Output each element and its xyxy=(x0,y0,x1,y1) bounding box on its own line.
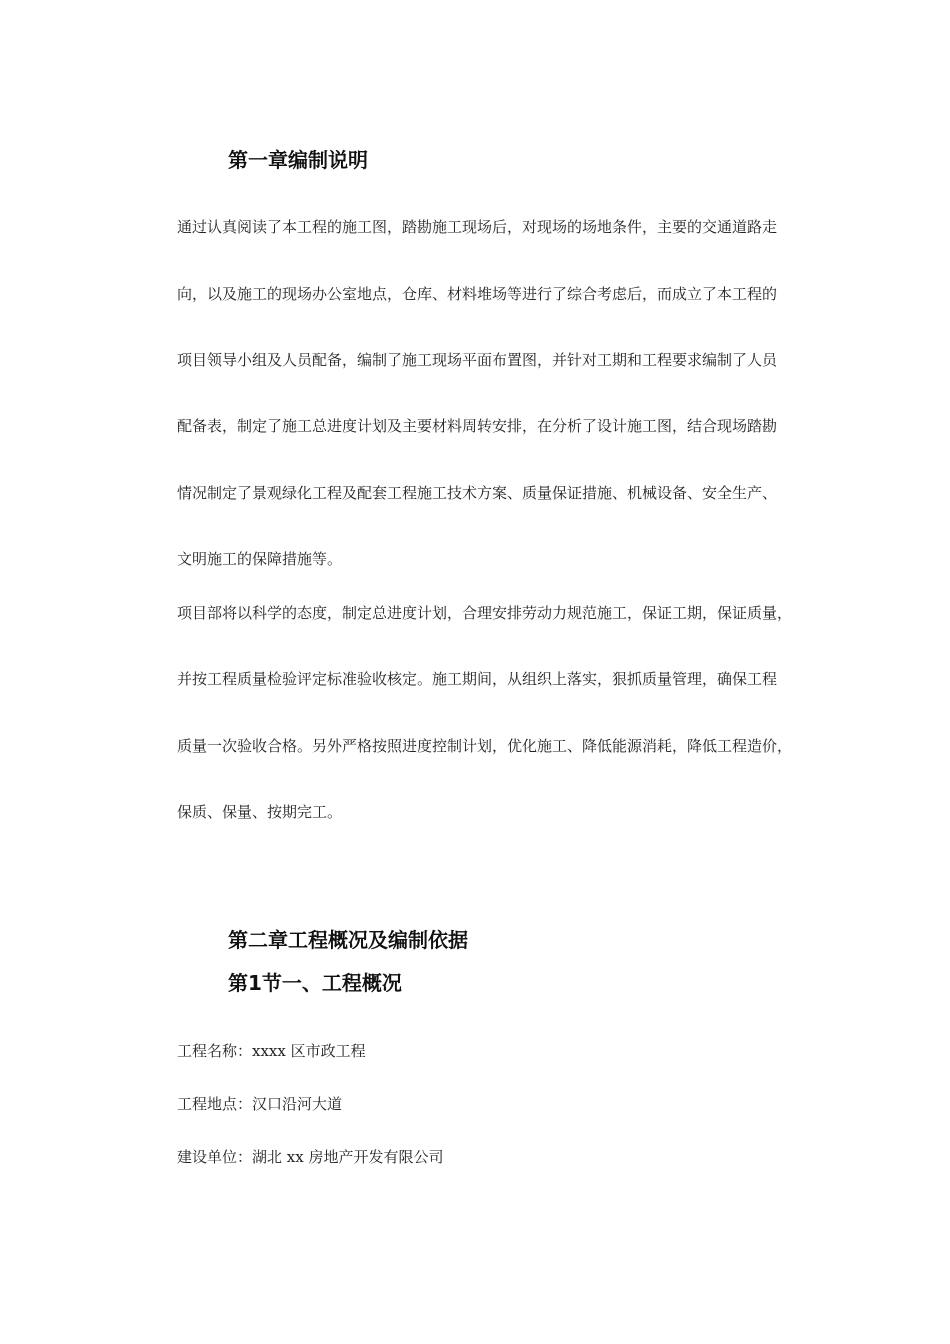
chapter-1-paragraph-1-line-6: 文明施工的保障措施等。 xyxy=(177,550,343,568)
chapter-1-paragraph-2-line-2: 并按工程质量检验评定标准验收核定。施工期间，从组织上落实，狠抓质量管理，确保工程 xyxy=(177,670,778,688)
chapter-2-title: 第二章工程概况及编制依据 xyxy=(228,928,468,952)
project-name-line: 工程名称：xxxx 区市政工程 xyxy=(177,1042,366,1060)
chapter-1-paragraph-1-line-4: 配备表，制定了施工总进度计划及主要材料周转安排，在分析了设计施工图，结合现场踏勘 xyxy=(177,417,778,435)
chapter-1-paragraph-2-line-4: 保质、保量、按期完工。 xyxy=(177,803,343,821)
chapter-2-section-1-title: 第1节一、工程概况 xyxy=(228,971,402,995)
chapter-1-paragraph-1-line-3: 项目领导小组及人员配备，编制了施工现场平面布置图，并针对工期和工程要求编制了人员 xyxy=(177,351,778,369)
chapter-1-paragraph-1-line-1: 通过认真阅读了本工程的施工图，踏勘施工现场后，对现场的场地条件，主要的交通道路走 xyxy=(177,218,778,236)
chapter-1-title: 第一章编制说明 xyxy=(228,148,368,172)
chapter-1-paragraph-1-line-2: 向，以及施工的现场办公室地点，仓库、材料堆场等进行了综合考虑后，而成立了本工程的 xyxy=(177,285,778,303)
construction-unit-line: 建设单位：湖北 xx 房地产开发有限公司 xyxy=(177,1148,444,1166)
project-location-line: 工程地点：汉口沿河大道 xyxy=(177,1095,343,1113)
chapter-1-paragraph-2-line-1: 项目部将以科学的态度，制定总进度计划，合理安排劳动力规范施工，保证工期，保证质量， xyxy=(177,604,793,622)
chapter-1-paragraph-2-line-3: 质量一次验收合格。另外严格按照进度控制计划，优化施工、降低能源消耗，降低工程造价， xyxy=(177,737,793,755)
chapter-1-paragraph-1-line-5: 情况制定了景观绿化工程及配套工程施工技术方案、质量保证措施、机械设备、安全生产、 xyxy=(177,484,778,502)
